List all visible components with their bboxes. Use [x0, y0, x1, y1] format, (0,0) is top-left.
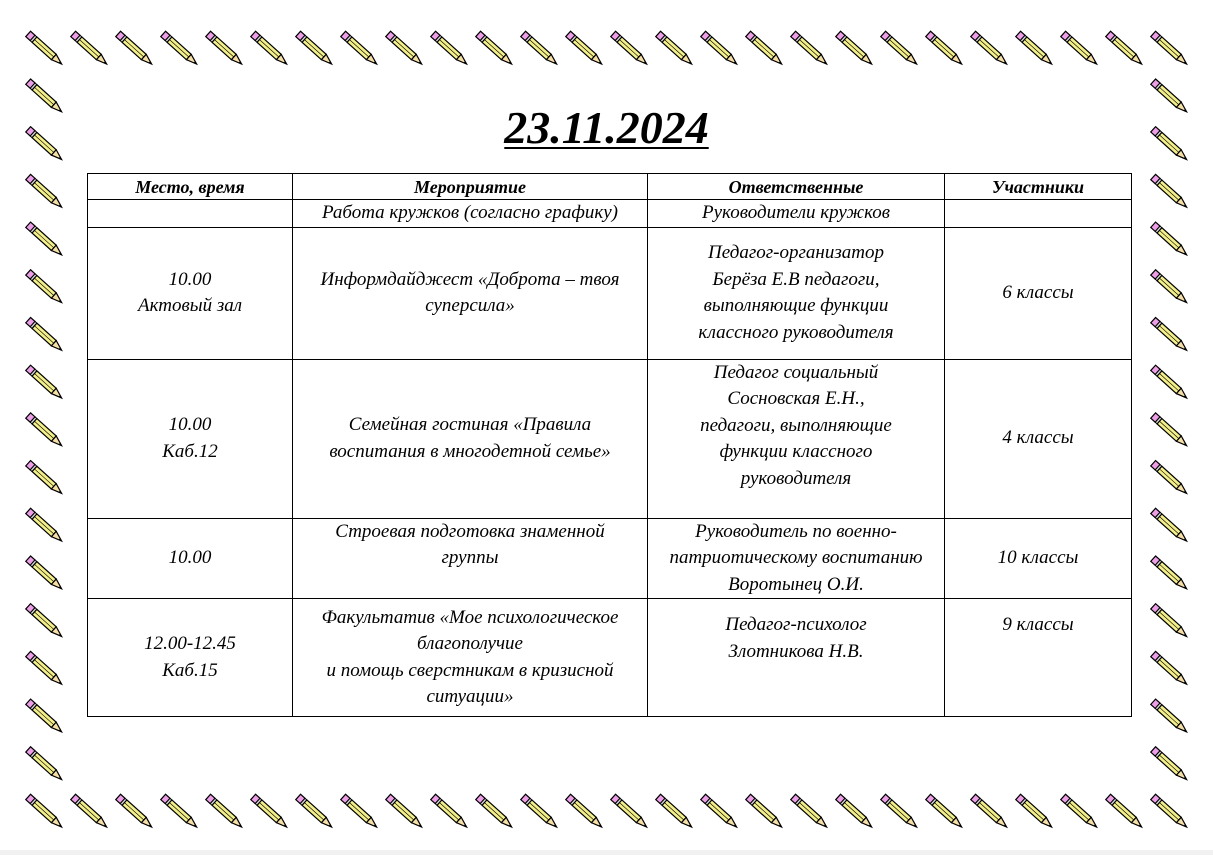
pencil-icon — [26, 747, 65, 783]
cell-line: Информдайджест «Доброта – твоя — [320, 268, 620, 290]
cell-line: Педагог социальный — [713, 361, 879, 383]
cell-line: благополучие — [416, 633, 523, 654]
cell-event — [293, 359, 648, 518]
pencil-icon — [1151, 461, 1190, 497]
pencil-icon — [611, 31, 650, 67]
pencil-icon — [476, 794, 515, 830]
pencil-icon — [206, 31, 245, 67]
pencil-icon — [521, 31, 560, 67]
cell-participants — [945, 518, 1132, 599]
pencil-icon — [1016, 31, 1055, 67]
cell-event — [293, 518, 648, 599]
cell-line: патриотическому воспитанию — [669, 547, 923, 568]
pencil-icon — [881, 31, 920, 67]
cell-line: функции классного — [719, 441, 873, 462]
pencil-icon — [251, 31, 290, 67]
cell-responsible — [648, 599, 945, 717]
cell-line: Сосновская Е.Н., — [727, 388, 865, 409]
pencil-icon — [701, 31, 740, 67]
cell-place-time — [88, 359, 293, 518]
pencil-icon — [1151, 508, 1190, 544]
table-row — [88, 599, 1132, 717]
pencil-icon — [926, 31, 965, 67]
cell-participants — [945, 359, 1132, 518]
cell-place-time — [88, 227, 293, 359]
cell-line: педагоги, выполняющие — [700, 414, 892, 436]
cell-line: Воротынец О.И. — [728, 573, 864, 595]
pencil-icon — [26, 317, 65, 353]
pencil-icon — [1016, 794, 1055, 830]
pencil-icon — [476, 31, 515, 67]
pencil-icon — [26, 508, 65, 544]
pencil-icon — [431, 794, 470, 830]
pencil-icon — [26, 413, 65, 449]
pencil-icon — [746, 31, 785, 67]
table-row — [88, 359, 1132, 518]
cell-place-time — [88, 518, 293, 599]
cell-line: суперсила» — [425, 295, 515, 316]
cell-line: 10.00 — [168, 268, 212, 290]
pencil-icon — [656, 31, 695, 67]
pencil-icon — [521, 794, 560, 830]
pencil-icon — [611, 794, 650, 830]
pencil-icon — [26, 365, 65, 401]
pencil-icon — [656, 794, 695, 830]
cell-line: 10 классы — [997, 547, 1079, 568]
cell-line: Берёза Е.В педагоги, — [712, 268, 880, 290]
pencil-icon — [26, 556, 65, 592]
pencil-icon — [1151, 794, 1190, 830]
pencil-icon — [341, 31, 380, 67]
pencil-icon — [26, 31, 65, 67]
pencil-icon — [386, 31, 425, 67]
cell-event — [293, 227, 648, 359]
cell-line: 12.00-12.45 — [144, 633, 236, 654]
cell-line: Строевая подготовка знаменной — [335, 520, 605, 542]
pencil-icon — [1151, 556, 1190, 592]
cell-line: Каб.12 — [162, 440, 218, 462]
pencil-icon — [836, 31, 875, 67]
pencil-icon — [926, 794, 965, 830]
pencil-icon — [1106, 794, 1145, 830]
pencil-icon — [791, 31, 830, 67]
pencil-icon — [26, 174, 65, 210]
pencil-icon — [1106, 31, 1145, 67]
pencil-icon — [1151, 413, 1190, 449]
table-row — [88, 200, 1132, 228]
cell-line: 10.00 — [168, 414, 212, 435]
pencil-icon — [161, 794, 200, 830]
pencil-icon — [1151, 365, 1190, 401]
cell-line: 9 классы — [1002, 614, 1074, 635]
header-place-time: Место, время — [88, 174, 293, 200]
pencil-icon — [1151, 270, 1190, 306]
table-header-row — [88, 174, 1132, 200]
pencil-icon — [26, 699, 65, 735]
pencil-icon — [881, 794, 920, 830]
cell-line: выполняющие функции — [703, 295, 889, 316]
cell-responsible — [648, 359, 945, 518]
cell-participants — [945, 599, 1132, 717]
header-responsible: Ответственные — [648, 174, 945, 200]
cell-event — [293, 200, 648, 228]
cell-line: воспитания в многодетной семье» — [329, 440, 611, 462]
page-title: 23.11.2024 — [504, 102, 709, 153]
pencil-icon — [566, 31, 605, 67]
pencil-icon — [71, 31, 110, 67]
cell-line: Педагог-организатор — [708, 242, 884, 263]
cell-line: классного руководителя — [698, 321, 894, 343]
pencil-icon — [1151, 604, 1190, 640]
header-participants: Участники — [945, 174, 1132, 200]
table-row — [88, 227, 1132, 359]
cell-line: Педагог-психолог — [725, 614, 867, 635]
pencil-icon — [26, 794, 65, 830]
pencil-icon — [1151, 174, 1190, 210]
pencil-icon — [1151, 31, 1190, 67]
pencil-icon — [251, 794, 290, 830]
pencil-icon — [386, 794, 425, 830]
pencil-icon — [971, 31, 1010, 67]
pencil-icon — [971, 794, 1010, 830]
pencil-icon — [1061, 794, 1100, 830]
cell-place-time — [88, 599, 293, 717]
cell-line: Злотникова Н.В. — [728, 640, 864, 662]
page-bottom-edge — [0, 850, 1213, 855]
cell-participants — [945, 200, 1132, 228]
pencil-icon — [566, 794, 605, 830]
cell-participants — [945, 227, 1132, 359]
cell-line: Факультатив «Мое психологическое — [321, 606, 619, 628]
cell-line: и помощь сверстникам в кризисной — [326, 659, 614, 681]
pencil-icon — [1151, 317, 1190, 353]
cell-line: 10.00 — [168, 547, 212, 568]
pencil-icon — [1151, 651, 1190, 687]
pencil-icon — [206, 794, 245, 830]
cell-line: Каб.15 — [162, 659, 218, 681]
pencil-icon — [341, 794, 380, 830]
pencil-icon — [161, 31, 200, 67]
pencil-icon — [1061, 31, 1100, 67]
pencil-icon — [836, 794, 875, 830]
cell-responsible — [648, 227, 945, 359]
pencil-icon — [26, 270, 65, 306]
pencil-icon — [116, 794, 155, 830]
pencil-icon — [746, 794, 785, 830]
cell-line: 6 классы — [1002, 281, 1074, 303]
pencil-icon — [1151, 222, 1190, 258]
cell-event — [293, 599, 648, 717]
cell-line: Семейная гостиная «Правила — [348, 414, 592, 435]
cell-line: Работа кружков (согласно графику) — [322, 202, 618, 223]
pencil-icon — [1151, 699, 1190, 735]
cell-line: группы — [441, 547, 499, 568]
header-event: Мероприятие — [293, 174, 648, 200]
pencil-icon — [26, 604, 65, 640]
table-row — [88, 518, 1132, 599]
cell-line: Актовый зал — [137, 295, 243, 316]
pencil-icon — [431, 31, 470, 67]
pencil-icon — [701, 794, 740, 830]
cell-place-time — [88, 200, 293, 228]
cell-line: Руководитель по военно- — [695, 520, 897, 542]
cell-line: 4 классы — [1002, 427, 1074, 449]
pencil-icon — [26, 461, 65, 497]
pencil-icon — [26, 651, 65, 687]
pencil-icon — [116, 31, 155, 67]
pencil-icon — [71, 794, 110, 830]
cell-line: руководителя — [740, 467, 852, 489]
pencil-icon — [26, 222, 65, 258]
pencil-icon — [296, 794, 335, 830]
pencil-icon — [296, 31, 335, 67]
cell-line: ситуации» — [426, 686, 514, 707]
cell-line: Руководители кружков — [702, 202, 890, 223]
schedule-table — [87, 173, 1132, 717]
cell-responsible — [648, 200, 945, 228]
cell-responsible — [648, 518, 945, 599]
pencil-icon — [1151, 747, 1190, 783]
pencil-icon — [791, 794, 830, 830]
